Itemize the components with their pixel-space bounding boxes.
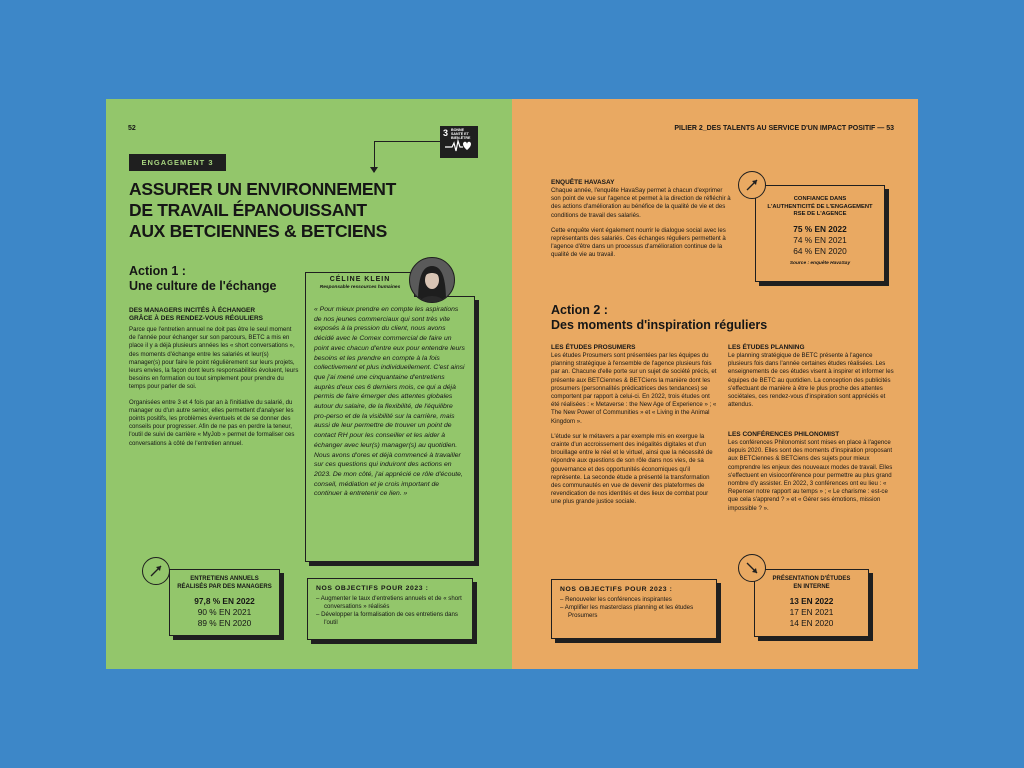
planning-title: LES ÉTUDES PLANNING: [728, 344, 805, 351]
stat-value: 17 EN 2021: [789, 607, 834, 617]
paragraph: Les études Prosumers sont présentées par les équipes du planning stratégique à l'ensemble de l'agence plusieurs fois par an. Chacune d'elle porte sur un sujet de société précis, et présente aux BETCiennes & BETCiens la manière dont les prosumers (personnalités prédicatrices des tendances) se comportent par rapport à celui-ci. En 2022, trois études ont été réalisées : « Metaverse : the New Age of Experience » ; « The New Power of Communities » et « Living in the Animal Kingdom ».: [551, 352, 717, 425]
stat-box-interviews: [169, 569, 280, 636]
stat-box-trust: [755, 185, 885, 282]
stat-caption-line: EN INTERNE: [793, 583, 830, 590]
stat-box-studies: [754, 569, 869, 637]
objective-item: – Augmenter le taux d'entretiens annuels et de « short conversations » réalisés: [316, 595, 462, 610]
section-title: [129, 307, 299, 323]
objectives-box: [551, 579, 717, 639]
connector-arrow: [370, 167, 378, 173]
stat-value: 13 EN 2022: [789, 596, 834, 606]
stat-caption-line: RSE DE L'AGENCE: [793, 211, 847, 217]
quote-box: [305, 296, 475, 562]
stat-value: 64 % EN 2020: [793, 245, 847, 256]
stat-caption: [755, 576, 868, 591]
paragraph: Parce que l'entretien annuel ne doit pas être le seul moment de l'année pour échanger sur son parcours, BETC a mis en place il y a déjà plusieurs années les « short conversations », des moments d'échange entre les salariés et leur(s) manager(s) pour faire le point régulièrement sur leurs projets, leurs envies, la façon dont leurs responsabilités évoluent, leurs besoins en formation ou tout simplement pour prendre du temps pour parler de soi.: [129, 326, 299, 391]
stat-value: 14 EN 2020: [789, 618, 834, 628]
survey-title: ENQUÊTE HAVASAY: [551, 179, 615, 186]
planning-text: Le planning stratégique de BETC présente à l'agence plusieurs fois dans l'année certaines études réalisées. Les enseignements de ces études visent à inspirer et informer les équipes de BETC au quotidien. La conception des publicités s'effectuant de manière à être le plus proche des attentes sociétales, ces rendez-vous d'inspiration sont appréciés et attendus.: [728, 352, 894, 409]
author-role: Responsable ressources humaines: [319, 285, 401, 290]
objectives-box: [307, 578, 473, 640]
objective-item: – Développer la formalisation de ces entretiens dans l'outil: [316, 611, 458, 626]
stat-source: Source : enquête HavaSay: [789, 260, 851, 266]
survey-text: [551, 187, 733, 267]
author-name: CÉLINE KLEIN: [329, 276, 391, 283]
stat-value: 74 % EN 2021: [793, 234, 847, 245]
action-subtitle: Des moments d'inspiration réguliers: [551, 318, 768, 332]
paragraph: Chaque année, l'enquête HavaSay permet à chacun d'exprimer son point de vue sur l'agence et permet à la direction de réfléchir à des actions d'amélioration au bénéfice de la qualité de vie et des conditions de travail des salariés.: [551, 187, 731, 219]
prosumers-text: [551, 352, 719, 514]
paragraph: L'étude sur le métavers a par exemple mis en exergue la crainte d'un accroissement des inégalités digitales et d'un brouillage entre le réel et le virtuel, ainsi que la nécessité de répondre aux questions de son rôle dans nos vies, de sa gouvernance et des opportunités économiques qu'il représente. La seconde étude a présenté la transformation des communautés en vue de devenir des plateformes de revendication de nos identités et des lieux de combat pour une plus grande justice sociale.: [551, 432, 713, 506]
objectives-title: NOS OBJECTIFS POUR 2023 :: [560, 586, 673, 593]
paragraph: Organisées entre 3 et 4 fois par an à l'initiative du salarié, du manager ou d'un autre senior, elles permettent d'analyser les points positifs, les problèmes éventuels et de se donner des conseils pour progresser. Afin de ne pas en perdre la teneur, l'outil de suivi de carrière « MyJob » permet de formaliser ces conversations à côté de l'entretien annuel.: [129, 398, 295, 447]
compass-icon: [738, 171, 766, 199]
action-title: Action 2 :: [551, 303, 608, 317]
stat-caption-line: CONFIANCE DANS: [793, 196, 847, 202]
sdg-text: BONNE SANTÉ ET BIEN-ÊTRE: [451, 128, 471, 140]
connector-line: [374, 141, 441, 172]
right-page: [512, 99, 918, 669]
paragraph: Cette enquête vient également nourrir le dialogue social avec les représentants des salariés. Ces échanges réguliers permettent à l'agence d'être dans un processus d'amélioration continue de la qualité de vie au travail.: [551, 226, 726, 259]
headline-line: AUX BETCIENNES & BETCIENS: [129, 221, 387, 241]
action-title: Action 1 :: [129, 264, 186, 278]
stat-value: 90 % EN 2021: [197, 607, 252, 617]
section-title-line: GRÂCE À DES RENDEZ-VOUS RÉGULIERS: [129, 315, 263, 322]
objective-item: – Renouveler les conférences inspirantes: [560, 596, 672, 603]
sdg-badge: [440, 126, 478, 158]
stat-caption: [756, 196, 884, 219]
engagement-tag: ENGAGEMENT 3: [129, 154, 226, 171]
quote-text: « Pour mieux prendre en compte les aspirations de nos jeunes commerciaux qui sont très vite exposés à la pression du client, nous avons décidé avec le Comex commercial de faire un point avec chacun d'entre eux pour entendre leurs besoins et les prendre en compte à la fois collectivement et plus individuellement. C'est ainsi que j'ai mené une cinquantaine d'entretiens auprès d'eux ces 6 derniers mois, ce qui a déjà permis de faire émerger des attentes globales autour du salaire, de la flexibilité, de l'équilibre pro-perso et de la visibilité sur la carrière, mais aussi de leur permettre de trouver un point de contact RH pour les conseiller et les aider à échanger avec leur(s) manager(s) au quotidien. Nous avons d'ores et déjà commencé à travailler sur ces questions qui induiront des actions en 2023. De mon côté, j'ai apprécié ce rôle d'écoute, conseil, médiation et je crois important de continuer à entretenir ce lien. »: [314, 306, 465, 498]
stat-caption-line: PRÉSENTATION D'ÉTUDES: [772, 576, 851, 582]
prosumers-title: LES ÉTUDES PROSUMERS: [551, 344, 636, 351]
stat-value: 97,8 % EN 2022: [194, 596, 255, 606]
quote-author: [305, 272, 415, 297]
section-title-line: DES MANAGERS INCITÉS À ÉCHANGER: [129, 307, 256, 314]
stat-caption-line: L'AUTHENTICITÉ DE L'ENGAGEMENT: [767, 203, 873, 210]
stat-caption-line: ENTRETIENS ANNUELS: [190, 576, 259, 582]
action-heading: [551, 303, 811, 333]
compass-icon: [142, 557, 170, 585]
stat-value: 75 % EN 2022: [793, 223, 847, 234]
action-subtitle: Une culture de l'échange: [129, 279, 277, 293]
body-text: [129, 326, 299, 455]
action-heading: [129, 264, 309, 294]
objectives-title: NOS OBJECTIFS POUR 2023 :: [316, 585, 429, 592]
sdg-number: 3: [443, 128, 449, 138]
running-header: PILIER 2_DES TALENTS AU SERVICE D'UN IMPACT POSITIF — 53: [674, 125, 894, 132]
stat-caption: [170, 576, 279, 591]
avatar: [409, 257, 455, 303]
page-number: 52: [128, 125, 136, 132]
stat-value: 89 % EN 2020: [197, 618, 252, 628]
headline-line: DE TRAVAIL ÉPANOUISSANT: [129, 200, 367, 220]
headline-line: ASSURER UN ENVIRONNEMENT: [129, 179, 396, 199]
heartbeat-icon: [445, 138, 473, 154]
philonomist-text: Les conférences Philonomist sont mises en place à l'agence depuis 2020. Elles sont des moments d'inspiration proposant aux BETCiennes & BETCiens des sujets pour mieux comprendre les enjeux des nouveaux modes de travail. Elles s'effectuent en visioconférence pour permettre au plus grand nombre d'y assister. En 2022, 3 conférences ont eu lieu : « Repenser notre rapport au temps » ; « Le charisme : est-ce que cela s'apprend ? » et « Gérer ses émotions, mission impossible ? ».: [728, 439, 893, 512]
left-page: [106, 99, 512, 669]
philonomist-title: LES CONFÉRENCES PHILONOMIST: [728, 431, 840, 438]
compass-icon: [738, 554, 766, 582]
page-headline: [129, 179, 449, 242]
stat-caption-line: RÉALISÉS PAR DES MANAGERS: [177, 583, 272, 590]
objective-item: – Amplifier les masterclass planning et les études Prosumers: [560, 604, 694, 619]
